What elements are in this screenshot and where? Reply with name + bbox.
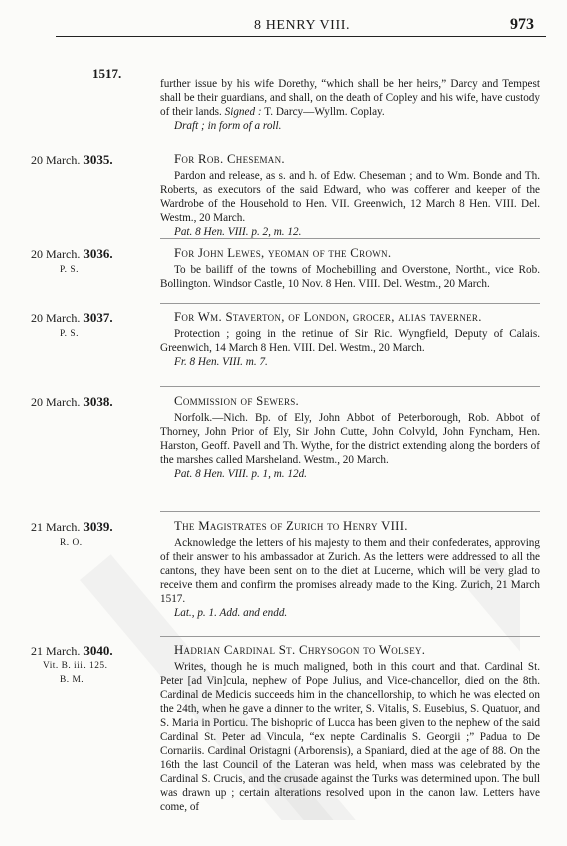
year-label: 1517. bbox=[92, 66, 122, 81]
continued-entry bbox=[160, 77, 540, 133]
entry-date: 20 March. 3037. bbox=[31, 310, 113, 325]
entry-title: For John Lewes, yeoman of the Crown. bbox=[174, 246, 392, 260]
entry-text: Protection ; going in the retinue of Sir Ric. Wyngfield, Deputy of Calais. Greenwich, 14 March 8 Hen. VIII. Del. Westm., 20 March. Fr. 8 Hen. VIII. m. 7. bbox=[160, 328, 540, 368]
entry-reference: Fr. 8 Hen. VIII. m. 7. bbox=[174, 356, 268, 368]
entry-date: 20 March. 3038. bbox=[31, 394, 113, 409]
header-rule bbox=[56, 36, 546, 37]
continued-text: further issue by his wife Dorethy, “which shall be her heirs,” Darcy and Tempest shall be their guardians, and shall, on the death of Copley and his wife, have custody of their lands. bbox=[160, 78, 540, 118]
separator bbox=[160, 303, 540, 304]
entry-title: Commission of Sewers. bbox=[174, 394, 300, 408]
entry-number: 3037. bbox=[83, 310, 113, 325]
entry-number: 3038. bbox=[83, 394, 113, 409]
entry-date: 20 March. 3035. bbox=[31, 152, 113, 167]
entry-title: For Wm. Staverton, of London, grocer, alias taverner. bbox=[174, 310, 482, 324]
separator bbox=[160, 386, 540, 387]
entry-source-secondary: B. M. bbox=[60, 675, 85, 685]
entry-source: P. S. bbox=[60, 265, 79, 275]
entry-text: To be bailiff of the towns of Mochebilling and Overstone, Northt., vice Rob. Bollington. Windsor Castle, 10 Nov. 8 Hen. VIII. Del. Westm., 20 March. bbox=[160, 264, 540, 290]
draft-note: Draft ; in form of a roll. bbox=[174, 120, 282, 132]
entry-date: 21 March. 3039. bbox=[31, 519, 113, 534]
entry-reference: Pat. 8 Hen. VIII. p. 1, m. 12d. bbox=[174, 468, 307, 480]
entry-reference: Lat., p. 1. Add. and endd. bbox=[174, 607, 288, 619]
running-title: 8 HENRY VIII. bbox=[254, 18, 351, 33]
entry-date: 20 March. 3036. bbox=[31, 246, 113, 261]
entry-text: Pardon and release, as s. and h. of Edw. Cheseman ; and to Wm. Bonde and Th. Roberts, as executors of the said Edward, who was cofferer and keeper of the Wardrobe of the Household to Hen. VII. Greenwich, 12 March 8 Hen. VIII. Del. Westm., 20 March. Pat. 8 Hen. VIII. p. 2, m. 12. bbox=[160, 170, 540, 238]
entry-number: 3040. bbox=[83, 643, 113, 658]
entry-source: R. O. bbox=[60, 538, 83, 548]
entry-number: 3036. bbox=[83, 246, 113, 261]
entry-text: Acknowledge the letters of his majesty to them and their confederates, approving of their answer to his ambassador at Zurich. As the letters were addressed to all the cantons, they have been sent on to the diet at Lucerne, which will be very glad to receive them and confirm the promises already made to the King. Zurich, 21 March 1517. Lat., p. 1. Add. and endd. bbox=[160, 537, 540, 619]
entry-number: 3035. bbox=[83, 152, 113, 167]
entry-text: Norfolk.—Nich. Bp. of Ely, John Abbot of Peterborough, Rob. Abbot of Thorney, John Prior of Ely, Sir John Cutte, John Colvyld, John Fyncham, Hen. Harston, Geoff. Pavell and Th. Wythe, for the district extending along the borders of the marshes called Marsheland. Westm., 20 March. Pat. 8 Hen. VIII. p. 1, m. 12d. bbox=[160, 412, 540, 480]
entry-date: 21 March. 3040. bbox=[31, 643, 113, 658]
entry-text: Writes, though he is much maligned, both in this court and that. Cardinal St. Peter [ad Vin]cula, nephew of Pope Julius, and Vice-chancellor, died on the 8th. Cardinal de Medicis succeeds him in the chancellorship, to which he was elected on the 24th, when he gave a dinner to the writer, S. Vitalis, S. Eusebius, S. Quatuor, and S. Maria in Porticu. The bishopric of Lucca has been given to the nephew of the said Cardinal St. Peter ad Vincula, “ex nepte Cardinalis S. Georgii ;” Padua to De Cornariis. Cardinal Oristagni (Arborensis), a Spaniard, died at the age of 88. On the 16th the last Council of the Lateran was held, when mass was celebrated by the Cardinal S. Crucis, and the crusade against the Turks was determined upon. The bull was drawn up ; certain alterations resolved upon in the canon law. Letters have come, of bbox=[160, 661, 540, 813]
separator bbox=[160, 636, 540, 637]
entry-title: For Rob. Cheseman. bbox=[174, 152, 285, 166]
signed-names: T. Darcy—Wyllm. Coplay. bbox=[264, 106, 385, 118]
page-number: 973 bbox=[510, 16, 534, 33]
page-header bbox=[0, 15, 567, 37]
separator bbox=[160, 511, 540, 512]
entry-reference: Pat. 8 Hen. VIII. p. 2, m. 12. bbox=[174, 226, 302, 238]
entry-source: P. S. bbox=[60, 329, 79, 339]
entry-source: Vit. B. iii. 125. bbox=[43, 661, 108, 671]
entry-title: Hadrian Cardinal St. Chrysogon to Wolsey. bbox=[174, 643, 426, 657]
separator bbox=[160, 238, 540, 239]
entry-title: The Magistrates of Zurich to Henry VIII. bbox=[174, 519, 408, 533]
signed-label: Signed : bbox=[224, 106, 262, 118]
entry-number: 3039. bbox=[83, 519, 113, 534]
